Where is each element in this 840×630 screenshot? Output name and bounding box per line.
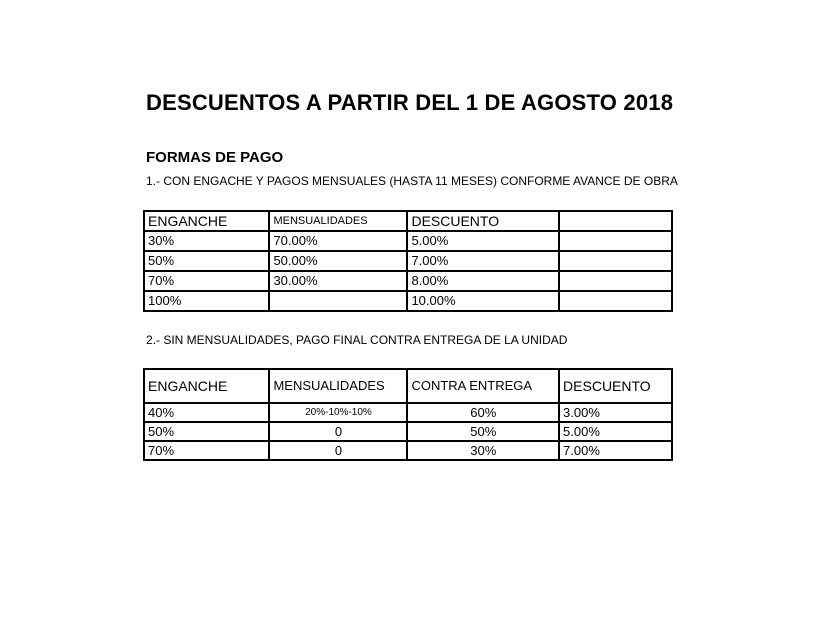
cell-enganche: 50% [144, 422, 269, 441]
option-2-description: 2.- SIN MENSUALIDADES, PAGO FINAL CONTRA ENTREGA DE LA UNIDAD [146, 333, 568, 347]
cell-contra-entrega: 30% [407, 441, 559, 460]
cell-mensualidades: 30.00% [269, 271, 407, 291]
cell-mensualidades: 70.00% [269, 231, 407, 251]
cell-mensualidades [269, 291, 407, 311]
cell-empty [559, 231, 672, 251]
cell-enganche: 40% [144, 403, 269, 422]
cell-mensualidades: 20%-10%-10% [269, 403, 407, 422]
option-1-table [143, 210, 673, 312]
table-header-row [144, 369, 672, 403]
cell-enganche: 70% [144, 271, 269, 291]
cell-empty [559, 291, 672, 311]
cell-mensualidades: 0 [269, 422, 407, 441]
cell-descuento: 5.00% [559, 422, 672, 441]
table-row [144, 441, 672, 460]
header-empty [559, 211, 672, 231]
header-enganche: ENGANCHE [144, 369, 269, 403]
header-mensualidades: MENSUALIDADES [269, 369, 407, 403]
header-contra-entrega: CONTRA ENTREGA [407, 369, 559, 403]
section-heading: FORMAS DE PAGO [146, 149, 284, 166]
page-title: DESCUENTOS A PARTIR DEL 1 DE AGOSTO 2018 [146, 90, 674, 115]
cell-contra-entrega: 50% [407, 422, 559, 441]
table-row [144, 403, 672, 422]
header-descuento: DESCUENTO [407, 211, 559, 231]
table-row [144, 251, 672, 271]
cell-mensualidades: 50.00% [269, 251, 407, 271]
table-row [144, 271, 672, 291]
header-enganche: ENGANCHE [144, 211, 269, 231]
table-row [144, 291, 672, 311]
cell-enganche: 30% [144, 231, 269, 251]
header-descuento: DESCUENTO [559, 369, 672, 403]
table-header-row [144, 211, 672, 231]
cell-mensualidades: 0 [269, 441, 407, 460]
cell-descuento: 3.00% [559, 403, 672, 422]
cell-empty [559, 251, 672, 271]
cell-enganche: 100% [144, 291, 269, 311]
table-row [144, 231, 672, 251]
option-2-table [143, 368, 673, 461]
header-mensualidades: MENSUALIDADES [269, 211, 407, 231]
cell-empty [559, 271, 672, 291]
cell-descuento: 7.00% [559, 441, 672, 460]
cell-descuento: 5.00% [407, 231, 559, 251]
cell-enganche: 70% [144, 441, 269, 460]
table-row [144, 422, 672, 441]
cell-descuento: 10.00% [407, 291, 559, 311]
cell-descuento: 8.00% [407, 271, 559, 291]
cell-descuento: 7.00% [407, 251, 559, 271]
option-1-description: 1.- CON ENGACHE Y PAGOS MENSUALES (HASTA 11 MESES) CONFORME AVANCE DE OBRA [146, 174, 678, 188]
cell-contra-entrega: 60% [407, 403, 559, 422]
cell-enganche: 50% [144, 251, 269, 271]
